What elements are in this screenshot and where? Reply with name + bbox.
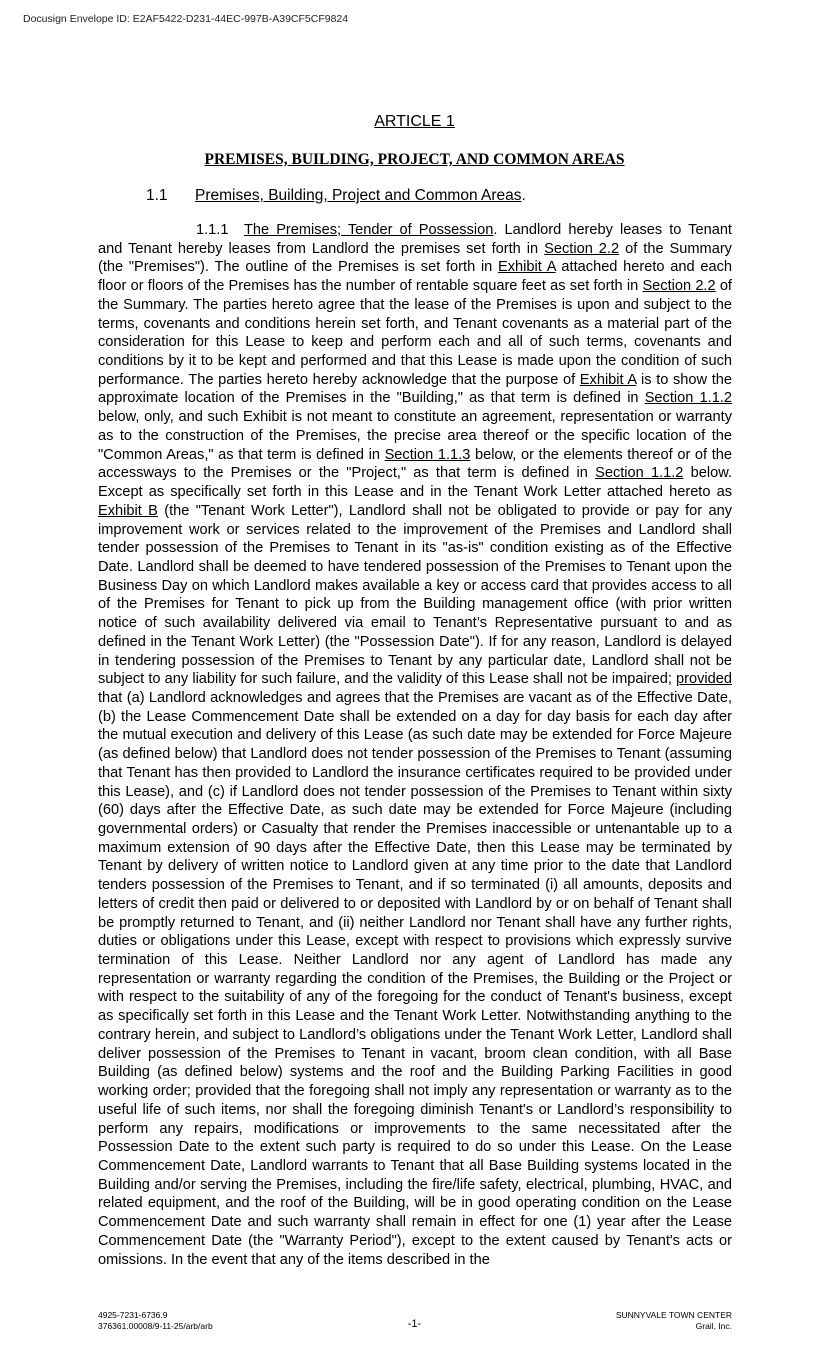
section-title-suffix: . [521, 187, 526, 204]
text-run: below, or the elements thereof or of the accessways to the Premises or the "Project," as that term is defined in [98, 446, 732, 482]
text-run: of the Summary. The parties hereto agree that the lease of the Premises is upon and subject to the terms, covenants and conditions herein set forth, and Tenant covenants as a material part of the consideration for this Lease to keep and perform each and all of such terms, covenants and conditions by it to be kept and performed and that this Lease is made upon the condition of such performance. The parties hereto hereby acknowledge that the purpose of [98, 278, 732, 388]
text-run: is to show the approximate location of the Premises in the "Building," as that term is defined in [98, 371, 732, 407]
text-run: below, only, and such Exhibit is not meant to constitute an agreement, representation or warranty as to the construction of the Premises, the precise area thereof or the specific location of the "Common Areas," as that term is defined in [98, 409, 732, 463]
envelope-id: Docusign Envelope ID: E2AF5422-D231-44EC-997B-A39CF5CF9824 [23, 13, 349, 25]
footer-tenant: Grail, Inc. [695, 1320, 732, 1331]
article-heading: PREMISES, BUILDING, PROJECT, AND COMMON AREAS [204, 151, 625, 168]
section-1-1-2-reference: Section 1.1.2 [595, 465, 684, 482]
section-1-1-3-reference: Section 1.1.3 [384, 446, 471, 463]
text-run: attached hereto and each floor or floors of the Premises has the number of rentable square feet as set forth in [98, 259, 732, 295]
text-run: that (a) Landlord acknowledges and agrees that the Premises are vacant as of the Effective Date, (b) the Lease Commencement Date shall be extended on a day for day basis for each day after the mutual execution and delivery of this Lease (as such date may be extended for Force Majeure (as defined below) that Landlord does not tender possession of the Premises to Tenant (assuming that Tenant has then provided to Landlord the insurance certificates required to be provided under this Lease), and (c) if Landlord does not tender possession of the Premises to Tenant within sixty (60) days after the Effective Date, as such date may be extended for Force Majeure (including governmental orders) or Casualty that render the Premises inaccessible or untenantable up to a maximum extension of 90 days after the Effective Date, then this Lease may be terminated by Tenant by delivery of written notice to Landlord given at any time prior to the date that Landlord tenders possession of the Premises to Tenant, and if so terminated (i) all amounts, deposits and letters of credit then paid or delivered to or deposited with Landlord by or on behalf of Tenant shall be promptly returned to Tenant, and (ii) neither Landlord nor Tenant shall have any further rights, duties or obligations under this Lease, except with respect to provisions which expressly survive termination of this Lease. Neither Landlord nor any agent of Landlord has made any representation or warranty regarding the condition of the Premises, the Building or the Project or with respect to the suitability of any of the foregoing for the conduct of Tenant's business, except as specifically set forth in this Lease and the Tenant Work Letter. Notwithstanding anything to the contrary herein, and subject to Landlord’s obligations under the Tenant Work Letter, Landlord shall deliver possession of the Premises to Tenant in vacant, broom clean condition, with all Base Building (as defined below) systems and the roof and the Building Parking Facilities in good working order; provided that the foregoing shall not imply any representation or warranty as to the useful life of such items, nor shall the foregoing diminish Tenant's or Landlord’s responsibility to perform any repairs, modifications or improvements to the same necessitated after the Possession Date to the extent such party is required to do so under this Lease. On the Lease Commencement Date, Landlord warrants to Tenant that all Base Building systems located in the Building and/or serving the Premises, including the fire/life safety, electrical, plumbing, HVAC, and related equipment, and the roof of the Building, will be in good operating condition on the Lease Commencement Date and such warranty shall remain in effect for one (1) year after the Lease Commencement Date (the "Warranty Period"), except to the extent caused by Tenant's acts or omissions. In the event that any of the items described in the [98, 689, 732, 1268]
provided-term: provided [676, 671, 732, 688]
section-1-1-2-reference: Section 1.1.2 [644, 390, 732, 407]
article-label: ARTICLE 1 [374, 113, 455, 130]
exhibit-b-reference: Exhibit B [98, 502, 158, 519]
section-title: Premises, Building, Project and Common Areas [195, 187, 522, 204]
text-run: (the "Tenant Work Letter"), Landlord shall not be obligated to provide or pay for any improvement work or services related to the improvement of the Premises and Landlord shall tender possession of the Premises to Tenant in its "as-is" condition existing as of the Effective Date. Landlord shall be deemed to have tendered possession of the Premises to Tenant upon the Business Day on which Landlord makes available a key or access card that provides access to all of the Premises for Tenant to pick up from the Building management office (with prior written notice of such availability delivered via email to Tenant’s Representative pursuant to and as defined in the Tenant Work Letter) (the "Possession Date"). If for any reason, Landlord is delayed in tendering possession of the Premises to Tenant by any particular date, Landlord shall not be subject to any liability for such failure, and the validity of this Lease shall not be impaired; [98, 502, 733, 688]
subsection-paragraph [98, 221, 732, 1269]
footer-file-ref: 376361.00008/9-11-25/arb/arb [98, 1320, 213, 1331]
section-2-2-reference: Section 2.2 [642, 278, 716, 295]
page-number: -1- [407, 1318, 422, 1330]
footer-doc-number: 4925-7231-6736.9 [98, 1310, 168, 1320]
section-2-2-reference: Section 2.2 [544, 240, 620, 257]
footer-project: SUNNYVALE TOWN CENTER [615, 1310, 732, 1320]
text-run: . Landlord hereby leases to Tenant and Tenant hereby leases from Landlord the premises set forth in [98, 222, 732, 257]
footer-right [616, 1310, 732, 1331]
text-run: of the Summary (the "Premises"). The outline of the Premises is set forth in [98, 240, 732, 276]
subsection-title: The Premises; Tender of Possession [244, 222, 494, 238]
exhibit-a-reference: Exhibit A [498, 259, 556, 276]
section-number: 1.1 [146, 187, 168, 204]
subsection-number: 1.1.1 [196, 222, 229, 238]
section-heading [146, 187, 526, 205]
text-run: below. Except as specifically set forth in this Lease and in the Tenant Work Letter attached hereto as [98, 465, 732, 501]
exhibit-a-reference: Exhibit A [579, 371, 637, 388]
